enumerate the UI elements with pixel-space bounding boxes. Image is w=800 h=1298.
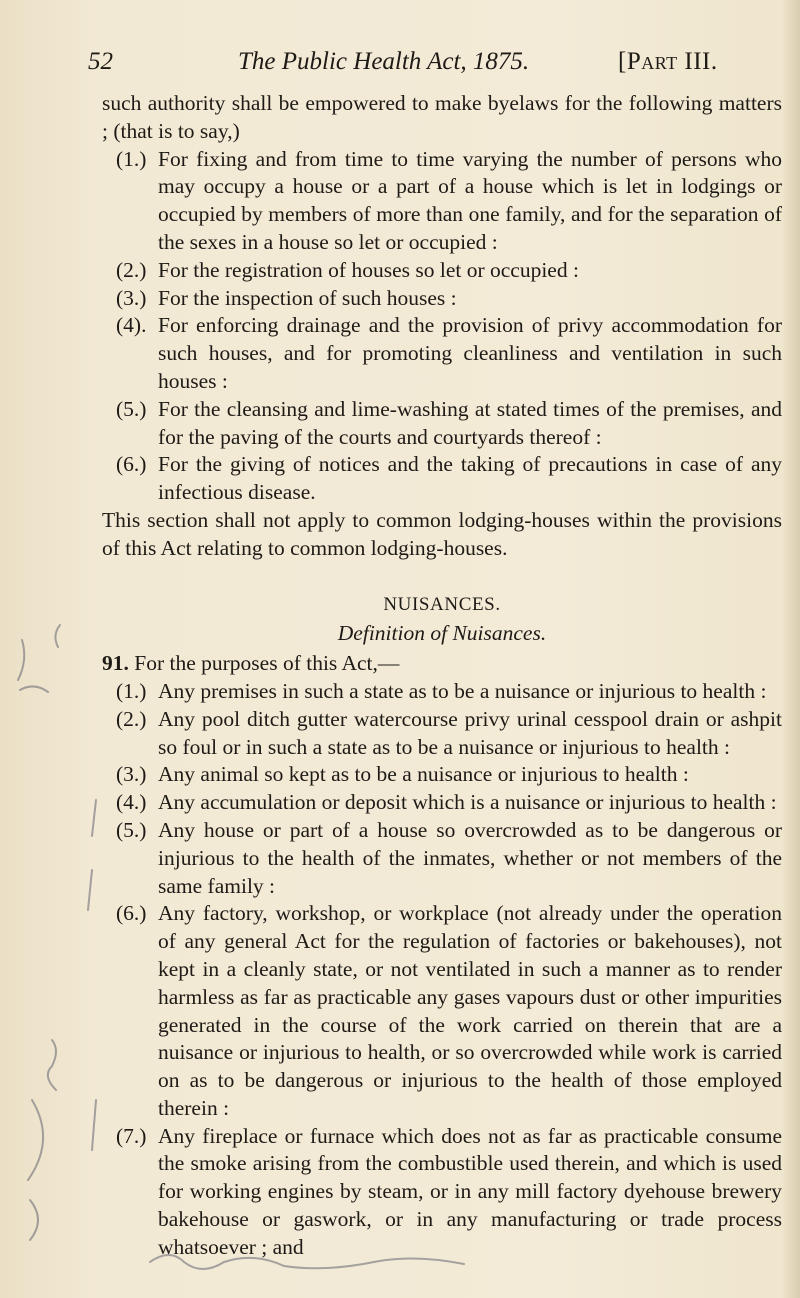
pencil-stroke [88,870,92,910]
item-text: Any pool ditch gutter watercourse privy urinal cesspool drain or ashpit so foul or in such a state as to be a nuisance or injurious to health : [158,706,782,759]
item-text: For the giving of notices and the taking of precautions in case of any infectious disease. [158,452,782,505]
section-heading: NUISANCES. [383,593,501,615]
pencil-stroke [55,625,60,647]
pencil-stroke [28,1100,43,1180]
item-text: Any house or part of a house so overcrowded as to be dangerous or injurious to the health of the inmates, whether or not members of the same family : [158,817,782,898]
item-number: (5.) [116,817,147,842]
running-title: The Public Health Act, 1875. [238,48,530,75]
item-number: (1.) [116,678,147,703]
item-number: (1.) [116,146,147,171]
item-text: For the registration of houses so let or occupied : [158,257,579,282]
item-text: For fixing and from time to time varying the number of persons who may occupy a house or a part of a house which is let in lodgings or occupied by members of more than one family, and for the separation of the sexes in a house so let or occupied : [158,146,782,254]
pencil-stroke [92,800,96,836]
item-number: (6.) [116,452,147,477]
intro-paragraph: such authority shall be empowered to make byelaws for the following matters ; (that is to say,) [102,91,782,143]
section-number: 91. [102,651,129,676]
item-text: For the cleansing and lime-washing at stated times of the premises, and for the paving of the courts and courtyards thereof : [158,396,782,449]
item-number: (7.) [116,1123,147,1148]
item-text: For enforcing drainage and the provision of privy accommodation for such houses, and for promoting cleanliness and ventilation in such houses : [158,313,782,393]
item-number: (4.) [116,790,147,815]
item-number: (2.) [116,257,147,282]
item-number: (3.) [116,762,147,787]
pencil-stroke [18,640,24,680]
item-number: (3.) [116,285,147,310]
pencil-stroke [30,1200,38,1240]
item-number: (5.) [116,396,147,421]
item-text: Any accumulation or deposit which is a nuisance or injurious to health : [158,790,777,815]
page-number: 52 [88,48,113,75]
pencil-stroke [48,1040,56,1090]
item-number: (4). [116,313,147,338]
pencil-stroke [92,1100,96,1150]
item-text: Any premises in such a state as to be a nuisance or injurious to health : [158,678,767,703]
closing-paragraph: This section shall not apply to common lodging-houses within the provisions of this Act relating to common lodging-houses. [102,507,782,560]
section-subheading: Definition of Nuisances. [337,621,547,646]
section-lead-text: For the purposes of this Act,— [134,651,400,676]
part-label: [Part III. [618,48,718,75]
item-number: (6.) [116,901,147,926]
item-text: Any animal so kept as to be a nuisance or injurious to health : [158,762,689,787]
pencil-stroke [150,1255,464,1269]
item-text: Any factory, workshop, or workplace (not already under the operation of any general Act for the regulation of factories or bakehouses), not kept in a cleanly state, or not ventilated in such a manner as to render harmless as far as practicable any gases vapours dust or other impurities generated in the course of the work carried on therein that are a nuisance or injurious to health, or so overcrowded while work is carried on as to be dangerous or injurious to the health of those employed therein : [158,901,782,1120]
item-text: For the inspection of such houses : [158,285,457,310]
item-number: (2.) [116,706,147,731]
item-text: Any fireplace or furnace which does not as far as practicable consume the smoke arising from the combustible used therein, and which is used for working engines by steam, or in any mill factory dyehouse brewery bakehouse or gaswork, or in any manufacturing or trade process whatsoever ; and [158,1123,782,1259]
pencil-stroke [20,686,48,692]
